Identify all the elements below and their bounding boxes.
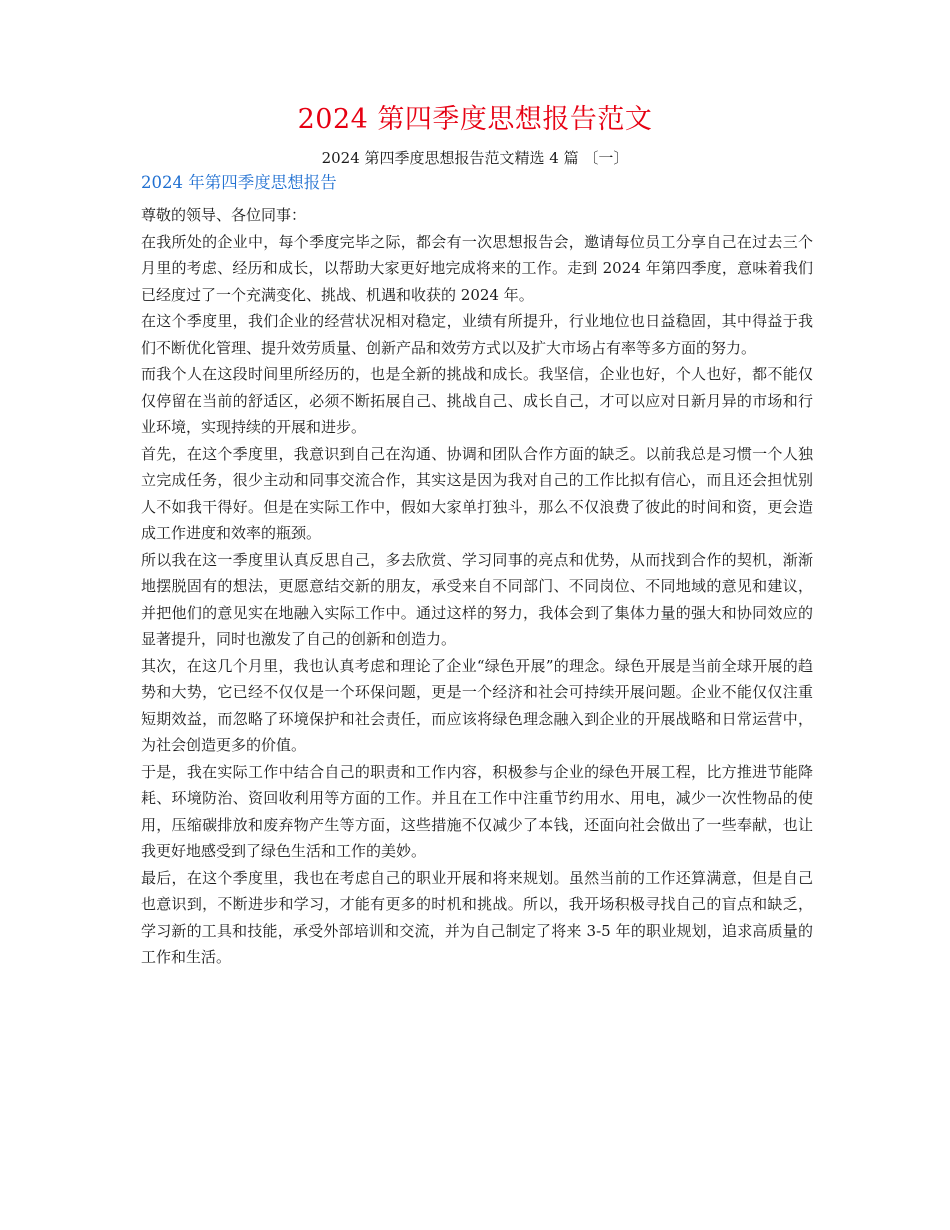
paragraph: 最后，在这个季度里，我也在考虑自己的职业开展和将来规划。虽然当前的工作还算满意，但是自己也意识到，不断进步和学习，才能有更多的时机和挑战。所以，我开场积极寻找自己的盲点和缺乏，学习新的工具和技能，承受外部培训和交流，并为自己制定了将来 3-5 年的职业规划，追求高质量的工作和生活。 xyxy=(141,868,813,966)
salutation: 尊敬的领导、各位同事： xyxy=(141,206,307,224)
paragraph: 首先，在这个季度里，我意识到自己在沟通、协调和团队合作方面的缺乏。以前我总是习惯一个人独立完成任务，很少主动和同事交流合作，其实这是因为我对自己的工作比拟有信心，而且还会担忧别人不如我干得好。但是在实际工作中，假如大家单打独斗，那么不仅浪费了彼此的时间和资，更会造成工作进度和效率的瓶颈。 xyxy=(141,444,813,542)
paragraph: 于是，我在实际工作中结合自己的职责和工作内容，积极参与企业的绿色开展工程，比方推进节能降耗、环境防治、资回收利用等方面的工作。并且在工作中注重节约用水、用电，减少一次性物品的使用，压缩碳排放和废弃物产生等方面，这些措施不仅减少了本钱，还面向社会做出了一些奉献，也让我更好地感受到了绿色生活和工作的美妙。 xyxy=(141,762,813,860)
paragraph: 其次，在这几个月里，我也认真考虑和理论了企业“绿色开展”的理念。绿色开展是当前全球开展的趋势和大势，它已经不仅仅是一个环保问题，更是一个经济和社会可持续开展问题。企业不能仅仅注重短期效益，而忽略了环境保护和社会责任，而应该将绿色理念融入到企业的开展战略和日常运营中，为社会创造更多的价值。 xyxy=(141,656,813,754)
paragraph: 所以我在这一季度里认真反思自己，多去欣赏、学习同事的亮点和优势，从而找到合作的契机，渐渐地摆脱固有的想法，更愿意结交新的朋友，承受来自不同部门、不同岗位、不同地域的意见和建议，并把他们的意见实在地融入实际工作中。通过这样的努力，我体会到了集体力量的强大和协同效应的显著提升，同时也激发了自己的创新和创造力。 xyxy=(141,550,813,648)
document-body xyxy=(141,202,813,971)
document-title: 2024 第四季度思想报告范文 xyxy=(297,104,653,135)
document-subtitle: 2024 第四季度思想报告范文精选 4 篇 〔一〕 xyxy=(321,149,629,167)
section-heading: 2024 年第四季度思想报告 xyxy=(141,173,337,192)
paragraph: 而我个人在这段时间里所经历的，也是全新的挑战和成长。我坚信，企业也好，个人也好，都不能仅仅停留在当前的舒适区，必须不断拓展自己、挑战自己、成长自己，才可以应对日新月异的市场和行业环境，实现持续的开展和进步。 xyxy=(141,365,813,436)
paragraph: 在我所处的企业中，每个季度完毕之际，都会有一次思想报告会，邀请每位员工分享自己在过去三个月里的考虑、经历和成长，以帮助大家更好地完成将来的工作。走到 2024 年第四季度，意味着我们已经度过了一个充满变化、挑战、机遇和收获的 2024 年。 xyxy=(141,232,813,304)
paragraph: 在这个季度里，我们企业的经营状况相对稳定，业绩有所提升，行业地位也日益稳固，其中得益于我们不断优化管理、提升效劳质量、创新产品和效劳方式以及扩大市场占有率等多方面的努力。 xyxy=(141,312,813,357)
